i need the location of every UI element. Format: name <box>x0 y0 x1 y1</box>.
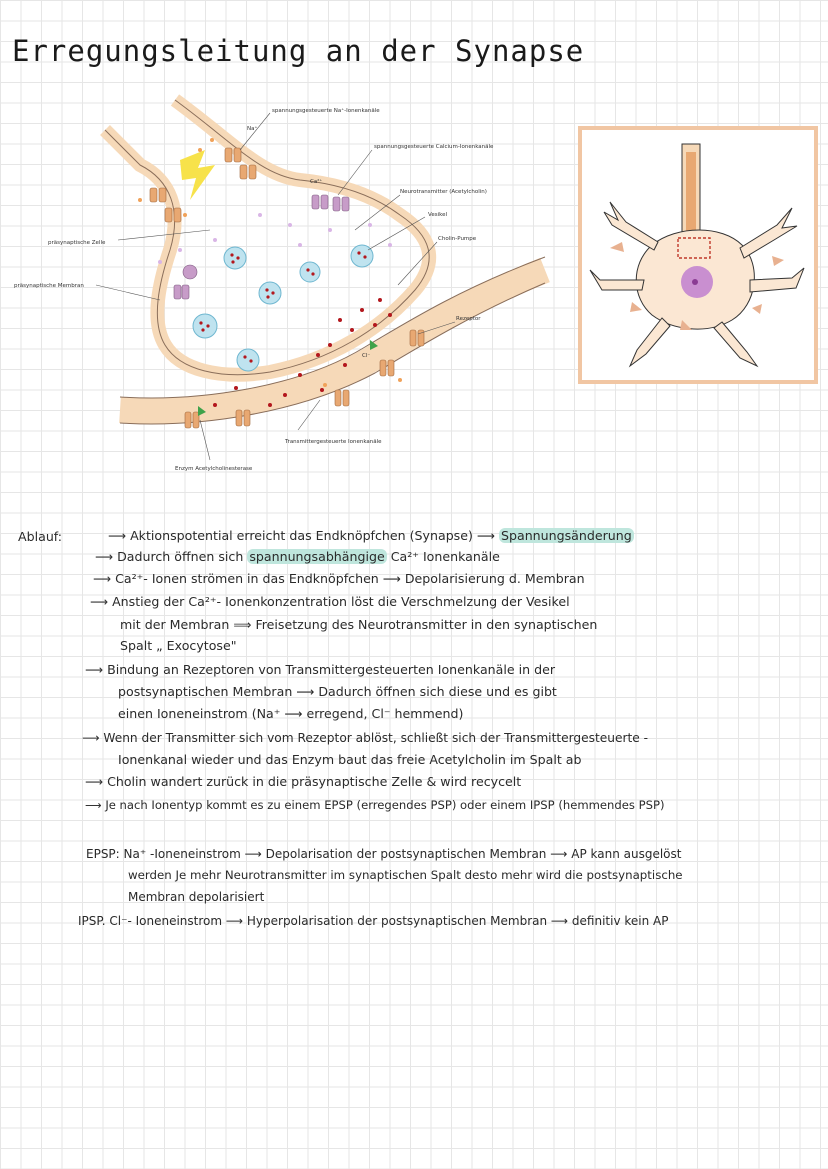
ablauf-line-6: Spalt „ Exocytose" <box>120 638 237 653</box>
ablauf-line-8: postsynaptischen Membran ⟶ Dadurch öffnen sich diese und es gibt <box>118 684 557 699</box>
ablauf-line-13: ⟶ Je nach Ionentyp kommt es zu einem EPSP (erregendes PSP) oder einem IPSP (hemmendes PSP) <box>85 798 665 812</box>
ablauf-line-7: ⟶ Bindung an Rezeptoren von Transmittergesteuerten Ionenkanäle in der <box>85 662 556 677</box>
ipsp-line-1: IPSP. Cl⁻- Ioneneinstrom ⟶ Hyperpolarisation der postsynaptischen Membran ⟶ definitiv kein AP <box>78 914 669 928</box>
ablauf-line-11: Ionenkanal wieder und das Enzym baut das freie Acetylcholin im Spalt ab <box>118 752 582 767</box>
label-vesikel: Vesikel <box>428 212 448 218</box>
arrow-icon: ⟶ <box>85 798 106 812</box>
epsp-label: EPSP: <box>86 847 120 861</box>
ablauf-line-2: ⟶ Dadurch öffnen sich spannungsabhängige Ca²⁺ Ionenkanäle <box>95 549 500 564</box>
epsp-line-2: werden Je mehr Neurotransmitter im synaptischen Spalt desto mehr wird die postsynaptische <box>128 868 683 882</box>
ipsp-label: IPSP. <box>78 914 106 928</box>
ablauf-line-5: mit der Membran ⟹ Freisetzung des Neurotransmitter in den synaptischen <box>120 617 598 632</box>
label-ion-na: Na⁺ <box>247 126 258 132</box>
label-ion-ca: Ca²⁺ <box>310 179 323 185</box>
label-ca-channels: spannungsgesteuerte Calcium-Ionenkanäle <box>374 144 494 150</box>
arrow-icon: ⟶ <box>93 571 116 586</box>
ablauf-line-3: ⟶ Ca²⁺- Ionen strömen in das Endknöpfchen ⟶ Depolarisierung d. Membran <box>93 571 585 586</box>
ablauf-line-10: ⟶ Wenn der Transmitter sich vom Rezeptor ablöst, schließt sich der Transmittergesteuerte - <box>82 731 649 745</box>
label-presyn-membran: präsynaptische Membran <box>14 283 84 289</box>
arrow-icon: ⟶ <box>82 731 104 745</box>
epsp-line-3: Membran depolarisiert <box>128 890 265 904</box>
page-title: Erregungsleitung an der Synapse <box>12 34 585 68</box>
label-presyn-zelle: präsynaptische Zelle <box>48 240 106 246</box>
label-enzym: Enzym Acetylcholinesterase <box>175 466 253 472</box>
label-na-channels: spannungsgesteuerte Na⁺-Ionenkanäle <box>272 108 380 114</box>
label-transmitter-kanaele: Transmittergesteuerte Ionenkanäle <box>285 439 382 445</box>
arrow-icon: ⟶ <box>85 662 108 677</box>
arrow-icon: ⟶ <box>108 528 131 543</box>
ablauf-line-4: ⟶ Anstieg der Ca²⁺- Ionenkonzentration löst die Verschmelzung der Vesikel <box>90 594 570 609</box>
arrow-icon: ⟶ <box>90 594 113 609</box>
label-cholin-pumpe: Cholin-Pumpe <box>438 236 477 242</box>
label-rezeptor: Rezeptor <box>456 316 481 322</box>
ablauf-line-1: ⟶ Aktionspotential erreicht das Endknöpfchen (Synapse) ⟶ Spannungsänderung <box>108 528 632 543</box>
ablauf-line-9: einen Ioneneinstrom (Na⁺ ⟶ erregend, Cl⁻ hemmend) <box>118 706 464 721</box>
epsp-line-1: EPSP: Na⁺ -Ioneneinstrom ⟶ Depolarisation der postsynaptischen Membran ⟶ AP kann ausgelöst <box>86 847 682 861</box>
ablauf-heading: Ablauf: <box>18 529 63 544</box>
arrow-icon: ⟶ <box>95 549 118 564</box>
label-neurotransmitter: Neurotransmitter (Acetylcholin) <box>400 189 487 195</box>
arrow-icon: ⟶ <box>85 774 108 789</box>
label-ion-cl: Cl⁻ <box>362 353 371 359</box>
ablauf-line-12: ⟶ Cholin wandert zurück in die präsynaptische Zelle & wird recycelt <box>85 774 522 789</box>
